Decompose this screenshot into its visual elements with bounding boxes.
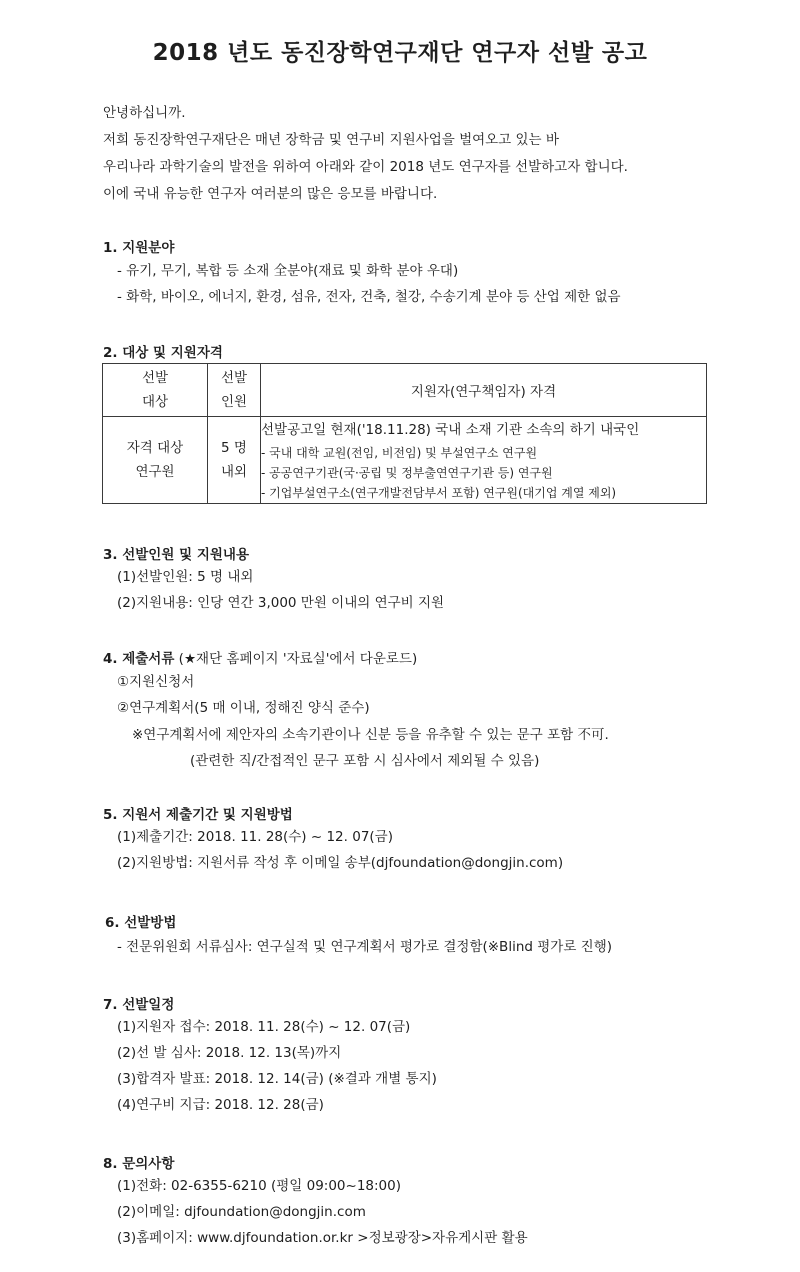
section-4-note: (★재단 홈페이지 '자료실'에서 다운로드): [174, 651, 418, 667]
section-5-list: [117, 824, 563, 876]
section-heading-5: 5. 지원서 제출기간 및 지원방법: [103, 807, 293, 823]
table-row: [103, 417, 707, 504]
section-3-list: [117, 564, 444, 616]
section-7-list: [117, 1014, 437, 1118]
notice-line: (관련한 직/간접적인 문구 포함 시 심사에서 제외될 수 있음): [190, 753, 540, 769]
section-heading-4: [103, 647, 417, 667]
eligibility-table: [102, 363, 707, 504]
qualification-item: - 국내 대학 교원(전임, 비전임) 및 부설연구소 연구원: [261, 445, 538, 460]
section-4-title: 4. 제출서류: [103, 651, 175, 667]
section-6-list: [117, 934, 612, 960]
section-heading-2: 2. 대상 및 지원자격: [103, 345, 223, 361]
intro-line: 우리나라 과학기술의 발전을 위하여 아래와 같이 2018 년도 연구자를 선발하고자 합니다.: [103, 159, 628, 175]
list-item: (1)지원자 접수: 2018. 11. 28(수) ~ 12. 07(금): [117, 1019, 411, 1035]
list-item: ①지원신청서: [117, 674, 195, 690]
header-cell-qualification: 지원자(연구책임자) 자격: [261, 364, 707, 417]
section-heading-3: 3. 선발인원 및 지원내용: [103, 547, 249, 563]
section-4-notice: [132, 722, 609, 748]
list-item: (4)연구비 지급: 2018. 12. 28(금): [117, 1097, 324, 1113]
section-heading-1: 1. 지원분야: [103, 240, 175, 256]
list-item: - 전문위원회 서류심사: 연구실적 및 연구계획서 평가로 결정함(※Blind 평가로 진행): [117, 939, 613, 955]
qualification-item: - 기업부설연구소(연구개발전담부서 포함) 연구원(대기업 계열 제외): [261, 485, 617, 500]
list-item: (3)홈페이지: www.djfoundation.or.kr >정보광장>자유게시판 활용: [117, 1230, 528, 1246]
list-item: (3)합격자 발표: 2018. 12. 14(금) (※결과 개별 통지): [117, 1071, 437, 1087]
list-item: (2)이메일: djfoundation@dongjin.com: [117, 1204, 366, 1220]
intro-line: 이에 국내 유능한 연구자 여러분의 많은 응모를 바랍니다.: [103, 186, 438, 202]
section-heading-7: 7. 선발일정: [103, 997, 175, 1013]
header-cell-target: 선발 대상: [103, 364, 208, 417]
table-header-row: [103, 364, 707, 417]
list-item: (2)선 발 심사: 2018. 12. 13(목)까지: [117, 1045, 342, 1061]
list-item: (2)지원내용: 인당 연간 3,000 만원 이내의 연구비 지원: [117, 595, 445, 611]
list-item: ②연구계획서(5 매 이내, 정해진 양식 준수): [117, 700, 370, 716]
list-item: (2)지원방법: 지원서류 작성 후 이메일 송부(djfoundation@dongjin.com): [117, 855, 564, 871]
document-title: 2018 년도 동진장학연구재단 연구자 선발 공고: [152, 40, 648, 66]
qualification-item: - 공공연구기관(국·공립 및 정부출연연구기관 등) 연구원: [261, 465, 553, 480]
list-item: - 화학, 바이오, 에너지, 환경, 섬유, 전자, 건축, 철강, 수송기계 분야 등 산업 제한 없음: [117, 289, 621, 305]
notice-line: ※연구계획서에 제안자의 소속기관이나 신분 등을 유추할 수 있는 문구 포함 不可.: [132, 727, 609, 743]
cell-count: 5 명 내외: [208, 417, 261, 504]
intro-line: 저희 동진장학연구재단은 매년 장학금 및 연구비 지원사업을 벌여오고 있는 바: [103, 132, 559, 148]
list-item: (1)전화: 02-6355-6210 (평일 09:00~18:00): [117, 1178, 401, 1194]
list-item: (1)선발인원: 5 명 내외: [117, 569, 254, 585]
section-4-list: [117, 669, 370, 721]
section-8-list: [117, 1173, 528, 1251]
list-item: (1)제출기간: 2018. 11. 28(수) ~ 12. 07(금): [117, 829, 393, 845]
header-cell-count: 선발 인원: [208, 364, 261, 417]
list-item: - 유기, 무기, 복합 등 소재 全분야(재료 및 화학 분야 우대): [117, 263, 459, 279]
section-heading-6: 6. 선발방법: [105, 915, 177, 931]
qualification-main: 선발공고일 현재('18.11.28) 국내 소재 기관 소속의 하기 내국인: [261, 421, 640, 438]
section-4-notice-detail: [190, 748, 539, 774]
cell-qualification: [261, 417, 707, 504]
section-heading-8: 8. 문의사항: [103, 1156, 175, 1172]
intro-paragraph: [103, 100, 628, 208]
cell-target: 자격 대상 연구원: [103, 417, 208, 504]
intro-line: 안녕하십니까.: [103, 105, 186, 121]
section-1-list: [117, 258, 621, 310]
